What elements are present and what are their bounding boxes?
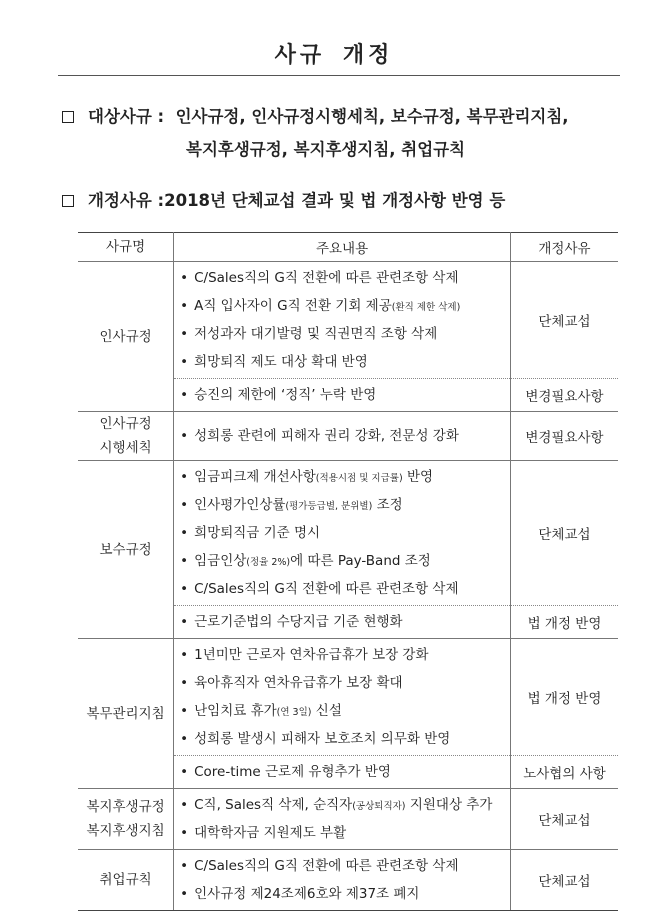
header-reason: 개정사유: [510, 233, 618, 262]
content-item: [180, 575, 510, 603]
content-tail: 반영: [402, 469, 434, 485]
regulation-name: 취업규칙: [99, 872, 152, 888]
regulation-name: 인사규정: [99, 416, 152, 432]
content-text: 1년미만 근로자 연차유급휴가 보장 강화: [194, 647, 429, 663]
title-divider: [58, 75, 620, 76]
content-item: [180, 348, 510, 376]
revision-reason-cell: 단체교섭: [510, 789, 618, 850]
content-text: 인사규정 제24조제6호와 제37조 폐지: [194, 886, 420, 902]
table-row: [78, 461, 618, 606]
content-item: [180, 641, 510, 669]
content-cell: [174, 756, 511, 789]
content-text: 대학학자금 지원제도 부활: [194, 825, 347, 841]
content-tail: 조정: [372, 497, 403, 513]
revision-reason-cell: 단체교섭: [510, 850, 618, 911]
content-text: C/Sales직의 G직 전환에 따른 관련조항 삭제: [194, 270, 459, 286]
checkbox-square-icon: [62, 195, 74, 207]
content-cell: [174, 789, 511, 850]
content-text: 인사평가인상률: [194, 497, 286, 513]
regulation-name: 복지후생규정: [86, 799, 165, 815]
page-title: 사규 개정: [274, 43, 394, 68]
content-item: [180, 791, 510, 819]
content-text: C/Sales직의 G직 전환에 따른 관련조항 삭제: [194, 858, 459, 874]
content-text: 성희롱 관련에 피해자 권리 강화, 전문성 강화: [194, 428, 459, 444]
content-item: [180, 880, 510, 908]
content-item: [180, 758, 510, 786]
target-list-line2: 복지후생규정, 복지후생지침, 취업규칙: [186, 140, 466, 159]
revision-table: [78, 232, 618, 911]
reason-label: 개정사유 :: [88, 191, 165, 210]
content-item: [180, 852, 510, 880]
revision-reason-cell: 단체교섭: [510, 461, 618, 606]
content-text: 저성과자 대기발령 및 직권면직 조항 삭제: [194, 326, 438, 342]
content-text: 희망퇴직금 기준 명시: [194, 525, 321, 541]
content-text: 희망퇴직 제도 대상 확대 반영: [194, 354, 368, 370]
content-note: (연 3일): [276, 707, 312, 718]
content-cell: [174, 639, 511, 756]
revision-reason-cell: 변경필요사항: [510, 379, 618, 412]
table-row: [78, 412, 618, 461]
content-text: C/Sales직의 G직 전환에 따른 관련조항 삭제: [194, 581, 459, 597]
content-item: [180, 725, 510, 753]
content-text: 난임치료 휴가: [194, 703, 277, 719]
target-label: 대상사규 :: [88, 107, 165, 126]
regulation-name-cell: [78, 461, 174, 639]
content-item: [180, 819, 510, 847]
content-tail: 에 따른 Pay-Band 조정: [290, 553, 431, 569]
content-text: Core-time 근로제 유형추가 반영: [194, 764, 391, 780]
regulation-name-cell: [78, 850, 174, 911]
content-cell: [174, 461, 511, 606]
table-body: [78, 262, 618, 911]
regulation-name: 보수규정: [99, 541, 152, 558]
target-line: [62, 103, 569, 127]
content-item: [180, 320, 510, 348]
content-note: (환직 제한 삭제): [391, 302, 461, 313]
content-item: [180, 491, 510, 519]
content-item: [180, 547, 510, 575]
table-row: [78, 639, 618, 756]
content-item: [180, 381, 510, 409]
content-item: [180, 463, 510, 491]
reason-line: [62, 187, 505, 211]
content-text: A직 입사자이 G직 전환 기회 제공: [194, 298, 392, 314]
content-text: 육아휴직자 연차유급휴가 보장 확대: [194, 675, 403, 691]
content-text: 성희롱 발생시 피해자 보호조치 의무화 반영: [194, 731, 451, 747]
content-item: [180, 264, 510, 292]
content-item: [180, 608, 510, 636]
revision-reason-cell: 단체교섭: [510, 262, 618, 379]
table-header-row: [78, 233, 618, 262]
content-text: C직, Sales직 삭제, 순직자: [194, 797, 353, 813]
content-note: (적용시점 및 지급률): [315, 473, 403, 484]
regulation-name: 복무관리지침: [86, 705, 165, 722]
content-item: [180, 292, 510, 320]
revision-reason-cell: 법 개정 반영: [510, 639, 618, 756]
content-text: 근로기준법의 수당지급 기준 현행화: [194, 614, 403, 630]
content-cell: [174, 850, 511, 911]
reason-text: 2018년 단체교섭 결과 및 법 개정사항 반영 등: [164, 191, 506, 210]
content-tail: 지원대상 추가: [405, 797, 493, 813]
content-tail: 신설: [311, 703, 342, 719]
regulation-name-cell: [78, 412, 174, 461]
target-list-line1: 인사규정, 인사규정시행세칙, 보수규정, 복무관리지침,: [175, 107, 569, 126]
revision-reason-cell: 노사협의 사항: [510, 756, 618, 789]
regulation-name-line2: 복지후생지침: [86, 823, 165, 839]
header-content: 주요내용: [174, 233, 511, 262]
checkbox-square-icon: [62, 111, 74, 123]
content-note: (공상퇴직자): [352, 801, 406, 812]
table-row: [78, 789, 618, 850]
content-text: 임금피크제 개선사항: [194, 469, 316, 485]
regulation-name: 인사규정: [99, 328, 152, 345]
regulation-name-cell: [78, 789, 174, 850]
content-cell: [174, 606, 511, 639]
table-row: [78, 850, 618, 911]
content-item: [180, 697, 510, 725]
content-item: [180, 519, 510, 547]
regulation-name-cell: [78, 639, 174, 789]
content-cell: [174, 412, 511, 461]
content-text: 승진의 제한에 ‘정직’ 누락 반영: [194, 387, 377, 403]
regulation-name-line2: 시행세칙: [99, 440, 152, 456]
content-item: [180, 422, 510, 450]
content-cell: [174, 262, 511, 379]
content-note: (평가등급별, 분위별): [285, 501, 373, 512]
table-row: [78, 262, 618, 379]
header-regulation: 사규명: [78, 233, 174, 262]
content-note: (정율 2%): [246, 557, 291, 568]
regulation-name-cell: [78, 262, 174, 412]
content-item: [180, 669, 510, 697]
content-text: 임금인상: [194, 553, 247, 569]
revision-reason-cell: 법 개정 반영: [510, 606, 618, 639]
content-cell: [174, 379, 511, 412]
revision-reason-cell: 변경필요사항: [510, 412, 618, 461]
